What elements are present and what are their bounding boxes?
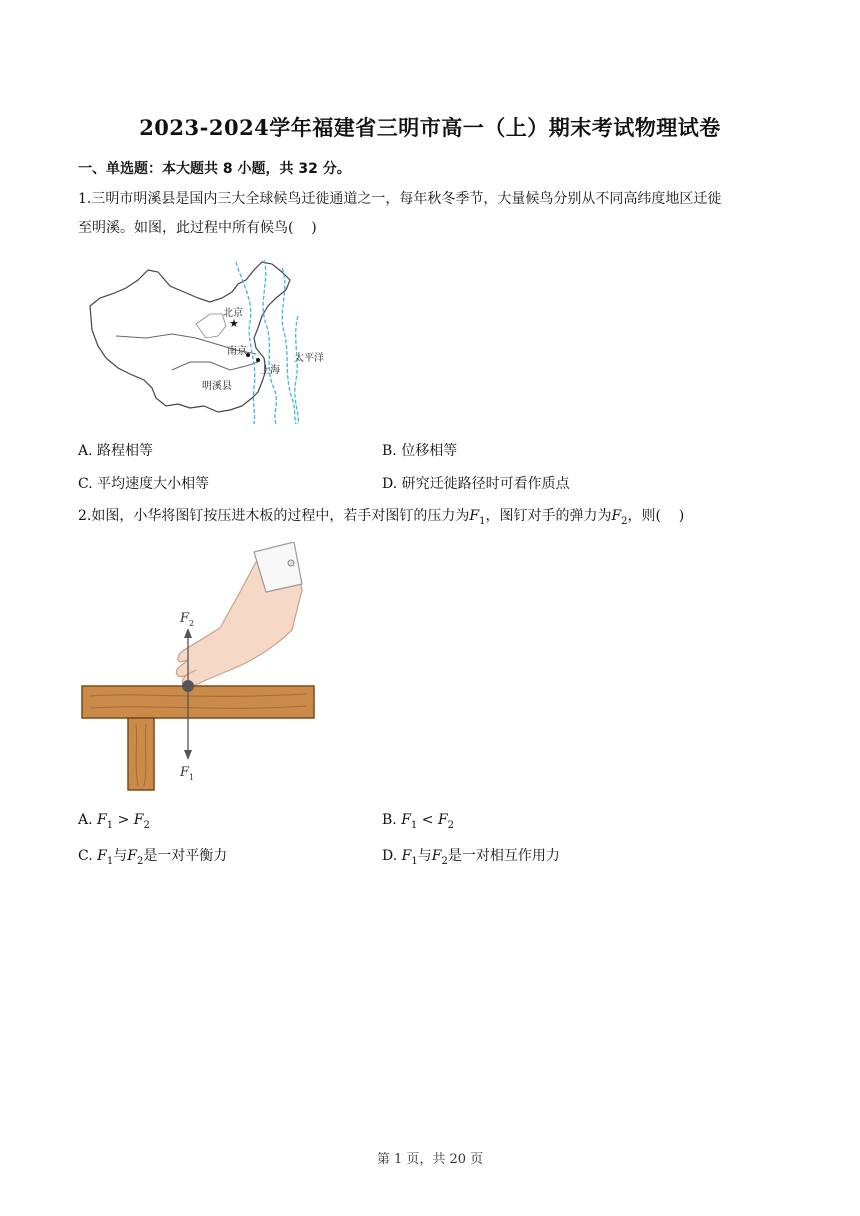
inner-region — [196, 314, 226, 338]
migration-path — [263, 260, 276, 424]
var-f: F — [401, 848, 412, 864]
var-f: F — [97, 848, 107, 864]
shanghai-dot — [256, 358, 260, 362]
operator: < — [421, 812, 434, 828]
question-1-option-a[interactable]: A. 路程相等 — [78, 443, 154, 459]
page-title: 2023-2024学年福建省三明市高一（上）期末考试物理试卷 — [139, 115, 721, 140]
label-f2-sub: 2 — [189, 619, 195, 628]
china-map-figure — [86, 258, 336, 428]
var-sub: 1 — [411, 855, 418, 867]
question-2-stem-a: 如图，小华将图钉按压进木板的过程中，若手对图钉的压力为 — [91, 508, 470, 524]
migration-path — [295, 316, 298, 424]
var-sub: 2 — [143, 819, 150, 831]
question-1-text — [78, 185, 782, 243]
connector: 与 — [113, 848, 128, 864]
option-prefix: C. — [78, 848, 93, 864]
var-f: F — [401, 812, 411, 828]
river-line — [172, 362, 258, 370]
connector: 与 — [417, 848, 432, 864]
migration-path — [236, 262, 255, 424]
map-label-pacific: 太平洋 — [294, 353, 324, 364]
var-f: F — [133, 812, 144, 828]
option-prefix: D. — [382, 848, 398, 864]
question-2-option-b[interactable] — [382, 812, 454, 831]
thumbtack-figure — [80, 542, 320, 794]
var-sub: 2 — [621, 515, 628, 527]
var-f: F — [437, 812, 448, 828]
label-f2: F — [180, 611, 190, 626]
arrow-head-icon — [184, 750, 192, 760]
question-1-line-1 — [78, 185, 782, 214]
map-label-nanjing: 南京 — [227, 346, 247, 357]
var-f: F — [611, 508, 622, 524]
question-1-option-d[interactable]: D. 研究迁徙路径时可看作质点 — [382, 476, 570, 492]
question-2-option-d[interactable] — [382, 845, 560, 867]
question-2-stem-c: ，则( ) — [627, 508, 685, 524]
var-sub: 1 — [106, 819, 114, 831]
var-f: F — [127, 848, 137, 864]
cuff-button — [288, 560, 294, 566]
var-f: F — [469, 508, 480, 524]
label-f1-sub: 1 — [189, 773, 195, 782]
wood-leg — [128, 718, 154, 790]
option-prefix: A. — [78, 812, 93, 828]
var-f: F — [97, 812, 107, 828]
map-label-shanghai: 上海 — [260, 365, 280, 376]
label-f1: F — [180, 765, 190, 780]
question-1-option-c[interactable]: C. 平均速度大小相等 — [78, 476, 210, 492]
var-f: F — [431, 848, 442, 864]
question-2-text — [78, 502, 782, 536]
question-2-option-a[interactable] — [78, 812, 150, 831]
question-1-option-b[interactable]: B. 位移相等 — [382, 443, 458, 459]
page-footer: 第 1 页，共 20 页 — [376, 1152, 484, 1167]
beijing-star-icon: ★ — [229, 317, 239, 330]
question-1-stem-2: 至明溪。如图，此过程中所有候鸟( ) — [78, 220, 317, 236]
question-number: 1. — [78, 191, 92, 207]
option-tail: 是一对相互作用力 — [447, 848, 560, 864]
question-2-stem-b: ，图钉对手的弹力为 — [485, 508, 612, 524]
question-2-option-c[interactable] — [78, 845, 227, 867]
option-prefix: B. — [382, 812, 397, 828]
arrow-head-icon — [184, 628, 192, 638]
question-number: 2. — [78, 508, 92, 524]
var-sub: 1 — [479, 515, 486, 527]
var-sub: 2 — [441, 855, 448, 867]
var-sub: 2 — [447, 819, 455, 831]
var-sub: 1 — [410, 819, 418, 831]
map-label-beijing: 北京 — [223, 308, 243, 319]
var-sub: 2 — [136, 855, 144, 867]
option-tail: 是一对平衡力 — [143, 848, 228, 864]
wood-board — [82, 686, 314, 718]
question-1-stem-1: 三明市明溪县是国内三大全球候鸟迁徙通道之一，每年秋冬季节，大量候鸟分别从不同高纬度地区迁徙 — [91, 191, 722, 207]
operator: > — [117, 812, 130, 828]
map-label-mingxi: 明溪县 — [202, 381, 232, 392]
section-heading: 一、单选题：本大题共 8 小题，共 32 分。 — [78, 161, 351, 177]
var-sub: 1 — [106, 855, 114, 867]
thumbtack-head — [182, 680, 194, 692]
